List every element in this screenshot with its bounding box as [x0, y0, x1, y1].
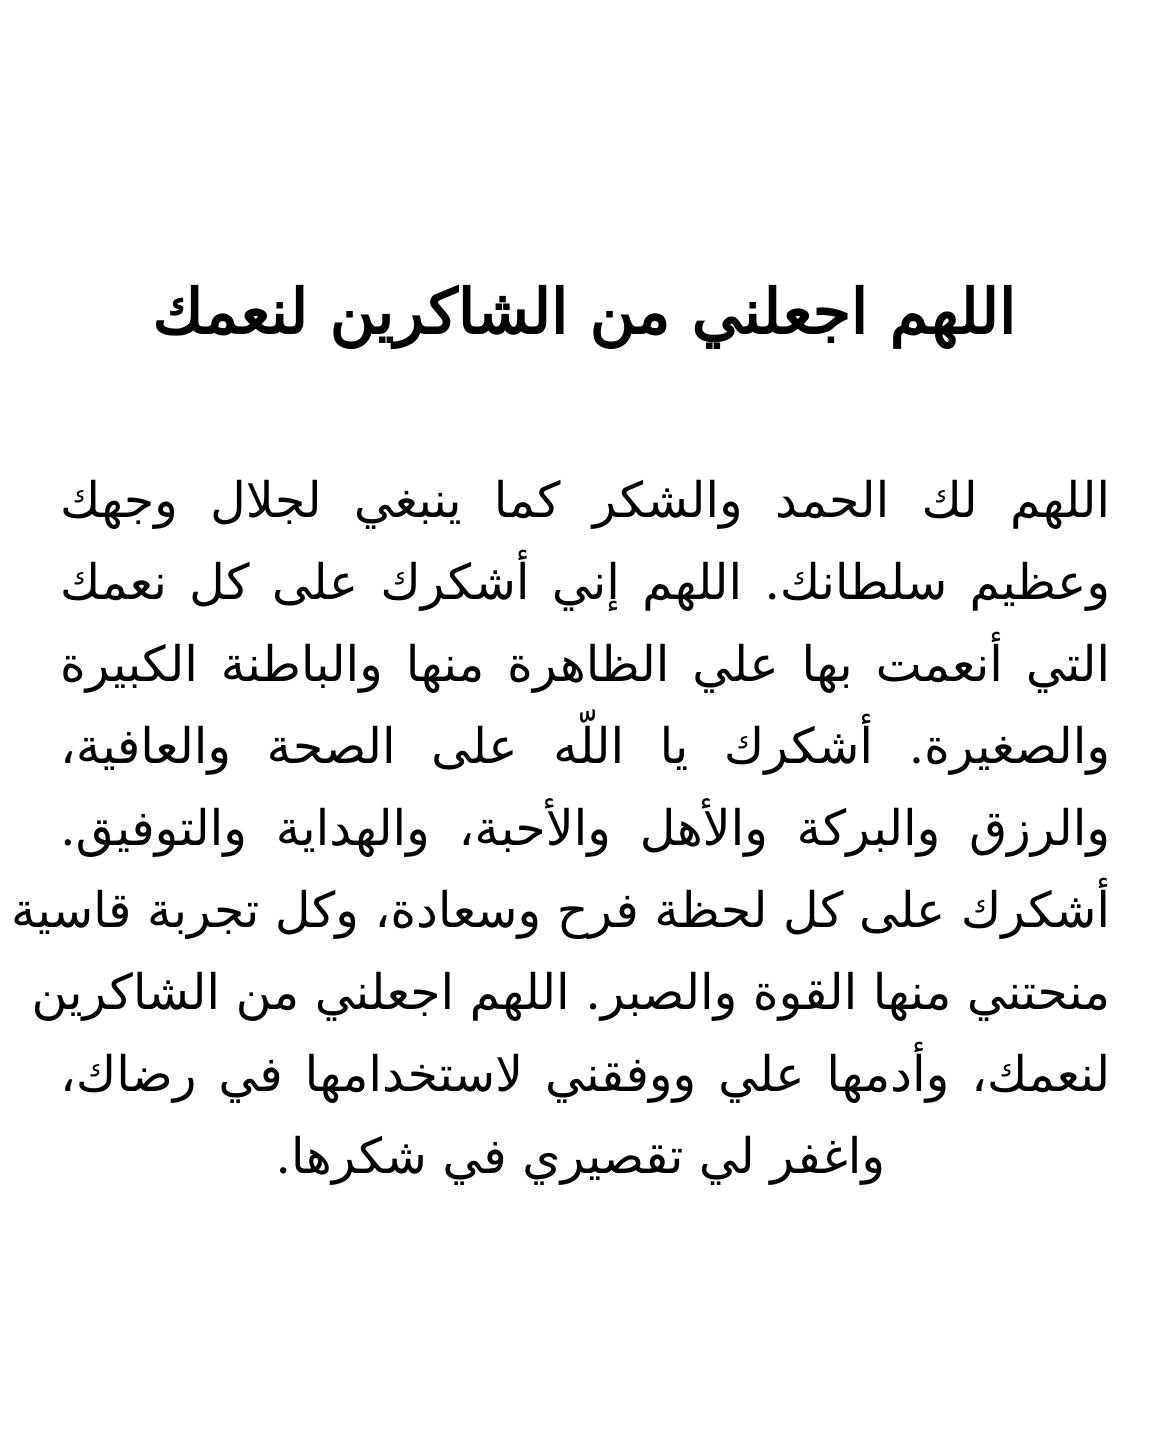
- body-line-3: التي أنعمت بها علي الظاهرة منها والباطنة الكبيرة: [60, 636, 1110, 693]
- body-line-2: وعظيم سلطانك. اللهم إني أشكرك على كل نعمك: [60, 554, 1110, 611]
- body-line-4: والصغيرة. أشكرك يا اللّه على الصحة والعافية،: [60, 718, 1110, 775]
- body-line-8: لنعمك، وأدمها علي ووفقني لاستخدامها في رضاك،: [60, 1046, 1110, 1103]
- body-line-5: والرزق والبركة والأهل والأحبة، والهداية والتوفيق.: [60, 800, 1110, 857]
- prayer-body: [11, 460, 1110, 1198]
- body-line-9: واغفر لي تقصيري في شكرها.: [275, 1128, 885, 1185]
- body-line-1: اللهم لك الحمد والشكر كما ينبغي لجلال وجهك: [60, 472, 1110, 529]
- page-title: اللهم اجعلني من الشاكرين لنعمك: [152, 275, 1017, 348]
- body-line-6: أشكرك على كل لحظة فرح وسعادة، وكل تجربة قاسية: [11, 882, 1110, 939]
- body-line-7: منحتني منها القوة والصبر. اللهم اجعلني من الشاكرين: [31, 964, 1110, 1021]
